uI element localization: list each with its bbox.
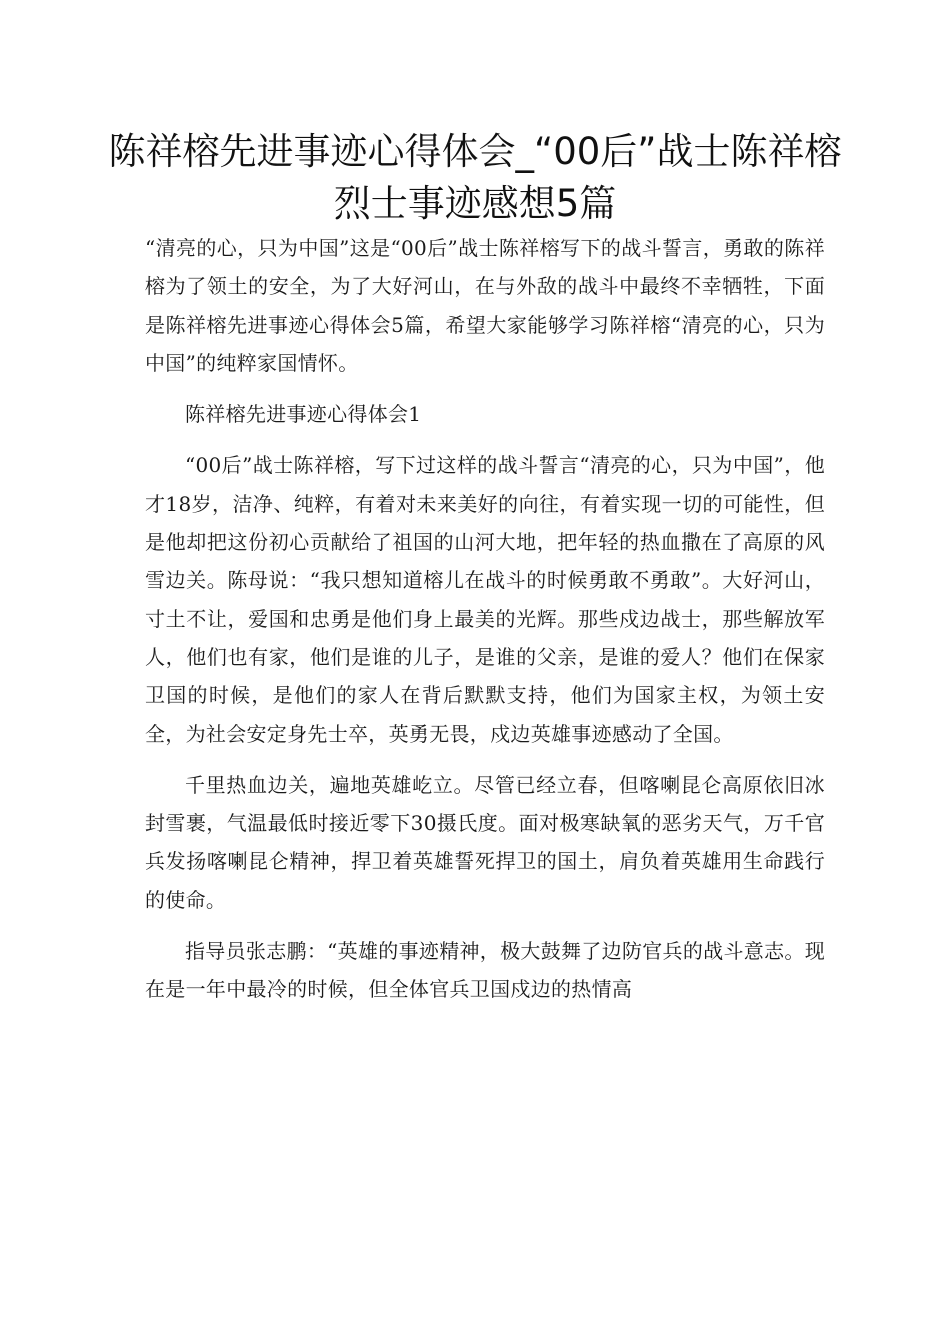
section-heading: 陈祥榕先进事迹心得体会1 [185,402,422,427]
body-paragraph: 指导员张志鹏：“英雄的事迹精神，极大鼓舞了边防官兵的战斗意志。现在是一年中最冷的时候，但全体官兵卫国戍边的热情高 [145,939,825,1002]
body-paragraph: “00后”战士陈祥榕，写下过这样的战斗誓言“清亮的心，只为中国”，他才18岁，洁净、纯粹，有着对未来美好的向往，有着实现一切的可能性，但是他却把这份初心贡献给了祖国的山河大地，把年轻的热血撒在了高原的风雪边关。陈母说：“我只想知道榕儿在战斗的时候勇敢不勇敢”。大好河山，寸土不让，爱国和忠勇是他们身上最美的光辉。那些戍边战士，那些解放军人，他们也有家，他们是谁的儿子，是谁的父亲，是谁的爱人？他们在保家卫国的时候，是他们的家人在背后默默支持，他们为国家主权，为领土安全，为社会安定身先士卒，英勇无畏，戍边英雄事迹感动了全国。 [145,453,825,746]
intro-paragraph: “清亮的心，只为中国”这是“00后”战士陈祥榕写下的战斗誓言，勇敢的陈祥榕为了领土的安全，为了大好河山，在与外敌的战斗中最终不幸牺牲，下面是陈祥榕先进事迹心得体会5篇，希望大家能够学习陈祥榕“清亮的心，只为中国”的纯粹家国情怀。 [145,236,825,375]
document-body [145,229,825,1022]
body-paragraph: 千里热血边关，遍地英雄屹立。尽管已经立春，但喀喇昆仑高原依旧冰封雪裹，气温最低时接近零下30摄氏度。面对极寒缺氧的恶劣天气，万千官兵发扬喀喇昆仑精神，捍卫着英雄誓死捍卫的国土，肩负着英雄用生命践行的使命。 [145,772,825,912]
document-title: 陈祥榕先进事迹心得体会_“00后”战士陈祥榕烈士事迹感想5篇 [108,130,842,225]
